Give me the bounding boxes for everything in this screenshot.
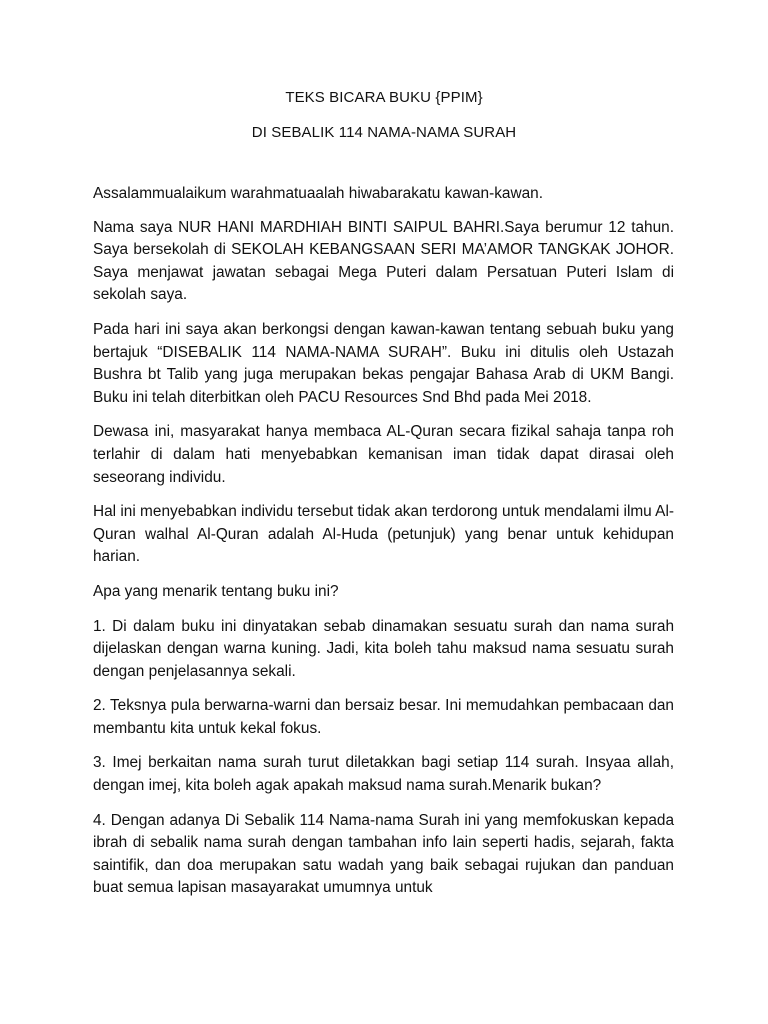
paragraph-problem: Dewasa ini, masyarakat hanya membaca AL-Quran secara fizikal sahaja tanpa roh terlahir di dalam hati menyebabkan kemanisan iman tidak dapat dirasai oleh seseorang individu. [93, 423, 674, 486]
paragraph-consequence: Hal ini menyebabkan individu tersebut tidak akan terdorong untuk mendalami ilmu Al-Quran walhal Al-Quran adalah Al-Huda (petunjuk) yang benar untuk kehidupan harian. [93, 503, 674, 566]
paragraph-point-2: 2. Teksnya pula berwarna-warni dan bersaiz besar. Ini memudahkan pembacaan dan membantu kita untuk kekal fokus. [93, 697, 674, 737]
paragraph-point-3: 3. Imej berkaitan nama surah turut diletakkan bagi setiap 114 surah. Insyaa allah, dengan imej, kita boleh agak apakah maksud nama surah.Menarik bukan? [93, 754, 674, 795]
document-body [93, 183, 674, 912]
paragraph-book-info: Pada hari ini saya akan berkongsi dengan kawan-kawan tentang sebuah buku yang bertajuk “DISEBALIK 114 NAMA-NAMA SURAH”. Buku ini ditulis oleh Ustazah Bushra bt Talib yang juga merupakan bekas pengajar Bahasa Arab di UKM Bangi. Buku ini telah diterbitkan oleh PACU Resources Snd Bhd pada Mei 2018. [93, 320, 674, 406]
document-subtitle: DI SEBALIK 114 NAMA-NAMA SURAH [251, 124, 517, 141]
paragraph-question: Apa yang menarik tentang buku ini? [93, 582, 339, 600]
document-title: TEKS BICARA BUKU {PPIM} [285, 89, 483, 106]
paragraph-point-1: 1. Di dalam buku ini dinyatakan sebab dinamakan sesuatu surah dan nama surah dijelaskan dengan warna kuning. Jadi, kita boleh tahu maksud nama sesuatu surah dengan penjelasannya sekali. [93, 617, 674, 680]
paragraph-greeting: Assalammualaikum warahmatuaalah hiwabarakatu kawan-kawan. [93, 185, 543, 202]
paragraph-introduction: Nama saya NUR HANI MARDHIAH BINTI SAIPUL BAHRI.Saya berumur 12 tahun. Saya bersekolah di SEKOLAH KEBANGSAAN SERI MA’AMOR TANGKAK JOHOR. Saya menjawat jawatan sebagai Mega Puteri dalam Persatuan Puteri Islam di sekolah saya. [93, 218, 674, 304]
paragraph-point-4: 4. Dengan adanya Di Sebalik 114 Nama-nama Surah ini yang memfokuskan kepada ibrah di sebalik nama surah dengan tambahan info lain seperti hadis, sejarah, fakta saintifik, dan doa merupakan satu wadah yang baik sebagai rujukan dan panduan buat semua lapisan masayarakat umumnya untuk [93, 811, 674, 897]
